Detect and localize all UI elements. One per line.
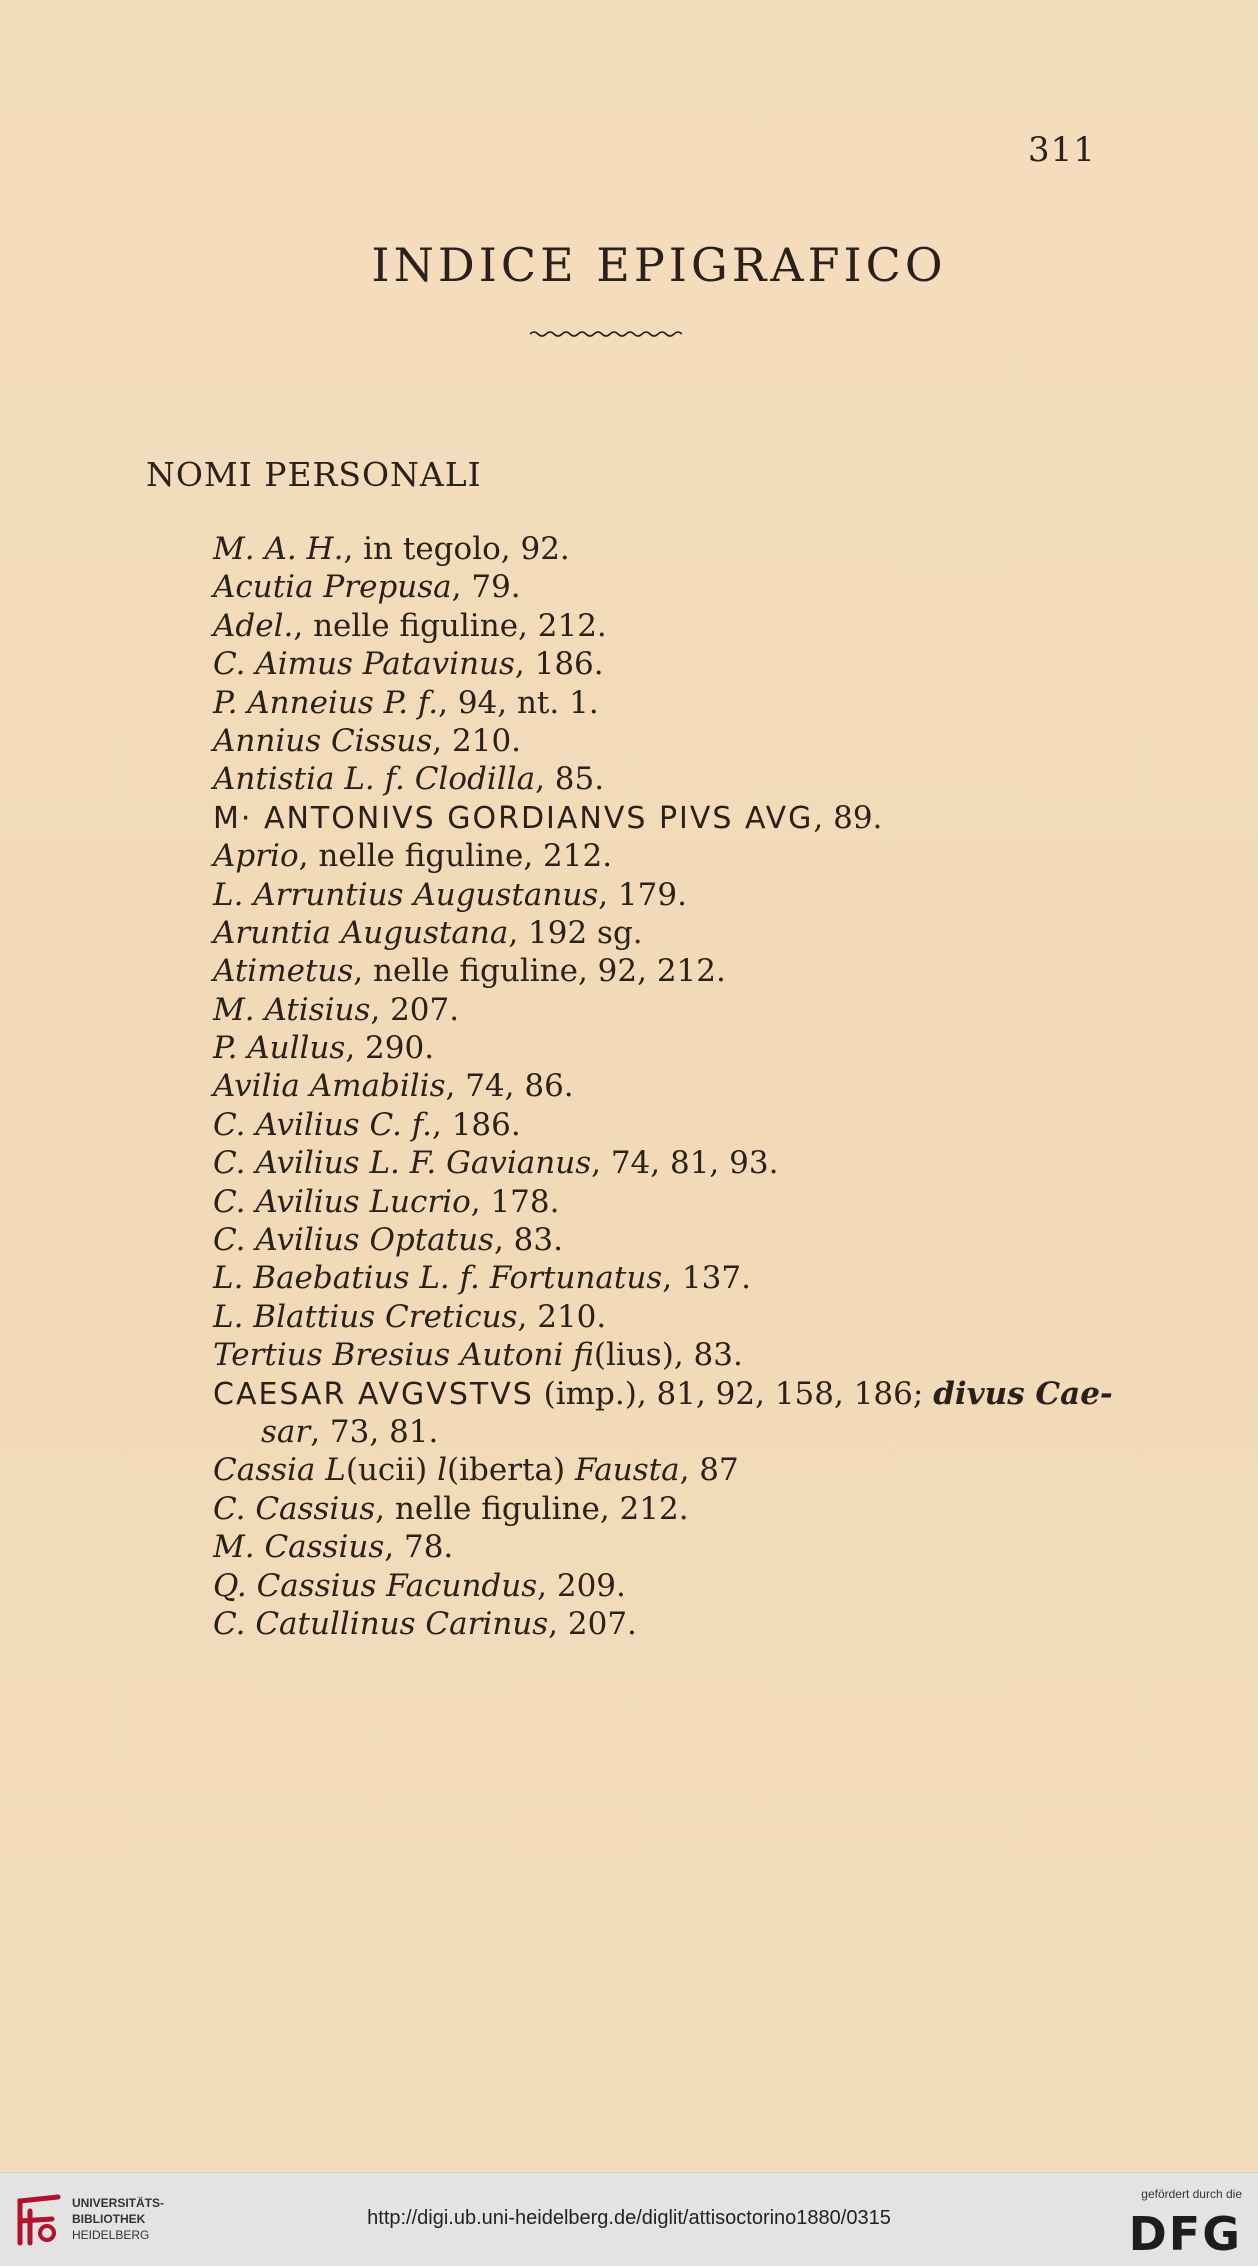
dfg-logo: DFG: [1128, 2207, 1242, 2261]
section-heading: NOMI PERSONALI: [146, 455, 482, 494]
entry-name: M. Atisius: [213, 991, 371, 1028]
entry-name: P. Anneius P. f.: [213, 684, 439, 721]
entry-name: Atimetus: [213, 953, 354, 990]
entry-name: M. A. H.: [213, 531, 344, 567]
entry-reference: , 209.: [537, 1567, 626, 1604]
entry-name: M. Cassius: [213, 1529, 385, 1566]
entry-reference: , 192 sg.: [508, 914, 643, 951]
entry-name: l: [437, 1452, 447, 1489]
index-entry: [213, 914, 1093, 952]
index-entry: [213, 684, 1093, 722]
index-entry: [213, 1144, 1093, 1182]
index-entry: [213, 530, 1093, 568]
title-ornament: [530, 330, 682, 338]
entry-reference: , 186.: [431, 1106, 521, 1143]
entry-continuation: divus Cae-: [933, 1375, 1113, 1412]
entry-reference: , 85.: [535, 761, 605, 798]
index-entry: [213, 1605, 1093, 1643]
source-url-link[interactable]: http://digi.ub.uni-heidelberg.de/diglit/attisoctorino1880/0315: [367, 2207, 891, 2229]
entry-name: C. Aimus Patavinus: [213, 646, 515, 683]
entry-reference: , 74, 86.: [445, 1068, 574, 1105]
entry-name: Adel.: [213, 607, 294, 644]
entry-name: Cassia L: [213, 1452, 346, 1489]
entry-reference: , 79.: [451, 569, 521, 606]
entry-name: Fausta: [574, 1452, 680, 1489]
index-entry: [213, 607, 1093, 645]
entry-name: P. Aullus: [213, 1030, 346, 1067]
entry-name-caps: M· ANTONIVS GORDIANVS PIVS AVG: [213, 800, 814, 836]
entry-reference: , nelle figuline, 212.: [293, 607, 607, 644]
entry-name: Tertius Bresius Autoni fi: [213, 1337, 594, 1374]
entry-reference: , 94, nt. 1.: [438, 684, 599, 721]
index-entry: [213, 1375, 1113, 1413]
index-entry: [213, 1221, 1093, 1259]
entry-reference: , 73, 81.: [310, 1413, 439, 1450]
entry-reference: , 290.: [345, 1030, 435, 1067]
entry-reference: , 207.: [370, 991, 460, 1028]
footer-bar: [0, 2172, 1258, 2266]
index-entry: [213, 568, 1093, 606]
entry-name: Aprio: [213, 838, 299, 875]
entry-name: sar: [261, 1413, 311, 1450]
entry-reference: , nelle figuline, 212.: [298, 838, 613, 875]
index-entry: [213, 722, 1093, 760]
entry-name: Avilia Amabilis: [213, 1068, 446, 1105]
funded-by-label: gefördert durch die: [1141, 2187, 1242, 2201]
entry-reference: (iberta): [446, 1452, 575, 1489]
entry-reference: , 74, 81, 93.: [591, 1145, 779, 1182]
entry-name: L. Blattius Creticus: [213, 1298, 518, 1335]
entry-name: L. Arruntius Augustanus: [213, 876, 599, 913]
entry-reference: (imp.), 81, 92, 158, 186;: [533, 1375, 934, 1412]
entry-reference: , nelle figuline, 92, 212.: [353, 953, 726, 990]
index-entry: [213, 645, 1093, 683]
index-entry: [213, 1106, 1093, 1144]
entry-name: L. Baebatius L. f. Fortunatus: [213, 1260, 663, 1297]
entry-name: C. Avilius Optatus: [213, 1222, 494, 1259]
entry-name: C. Avilius L. F. Gavianus: [213, 1145, 592, 1182]
entry-reference: , 207.: [548, 1605, 637, 1642]
entry-reference: , 83.: [493, 1222, 563, 1259]
index-entry: [213, 876, 1093, 914]
index-entry: [213, 1490, 1093, 1528]
library-line: HEIDELBERG: [72, 2228, 150, 2242]
page-title: INDICE EPIGRAFICO: [371, 238, 947, 292]
entry-reference: , 89.: [813, 799, 883, 836]
index-entry: [213, 1183, 1093, 1221]
entry-reference: , 186.: [514, 646, 604, 683]
index-entry: [213, 952, 1093, 990]
entry-reference: , 179.: [598, 876, 687, 913]
page-number: 311: [1028, 130, 1096, 170]
entry-reference: , 210.: [432, 722, 522, 759]
index-entry: [213, 1259, 1093, 1297]
entry-reference: , 210.: [517, 1298, 607, 1335]
index-entry: [213, 1567, 1093, 1605]
entry-name: Annius Cissus: [213, 722, 433, 759]
entry-reference: , in tegolo, 92.: [343, 531, 570, 567]
entry-name: Aruntia Augustana: [213, 914, 509, 951]
index-entry: [213, 991, 1093, 1029]
entry-name: C. Avilius Lucrio: [213, 1183, 471, 1220]
entry-name: C. Cassius: [213, 1490, 376, 1527]
index-entry: [213, 1029, 1093, 1067]
index-entry: [213, 1336, 1093, 1374]
entry-name: C. Catullinus Carinus: [213, 1605, 549, 1642]
entry-reference: , 78.: [384, 1529, 454, 1566]
entry-name-caps: CAESAR AVGVSTVS: [213, 1376, 534, 1412]
index-entry: [213, 1451, 1093, 1489]
index-entry: [213, 1413, 1093, 1451]
entry-name: Q. Cassius Facundus: [213, 1567, 538, 1604]
index-entry: [213, 837, 1093, 875]
entry-name: Acutia Prepusa: [213, 569, 452, 606]
entry-reference: , 178.: [470, 1183, 560, 1220]
entry-reference: , 87: [679, 1452, 739, 1489]
entry-reference: , nelle figuline, 212.: [375, 1490, 689, 1527]
entry-reference: (lius), 83.: [593, 1337, 743, 1374]
entry-reference: (ucii): [345, 1452, 438, 1489]
library-line: UNIVERSITÄTS-: [72, 2196, 165, 2210]
index-entry: [213, 760, 1093, 798]
index-entry: [213, 799, 1093, 837]
index-entries: [213, 530, 1113, 1643]
index-entry: [213, 1298, 1093, 1336]
entry-name: C. Avilius C. f.: [213, 1106, 432, 1143]
entry-name: Antistia L. f. Clodilla: [213, 761, 536, 798]
entry-reference: , 137.: [662, 1260, 751, 1297]
index-entry: [213, 1528, 1093, 1566]
index-entry: [213, 1067, 1093, 1105]
library-line: BIBLIOTHEK: [72, 2212, 146, 2226]
